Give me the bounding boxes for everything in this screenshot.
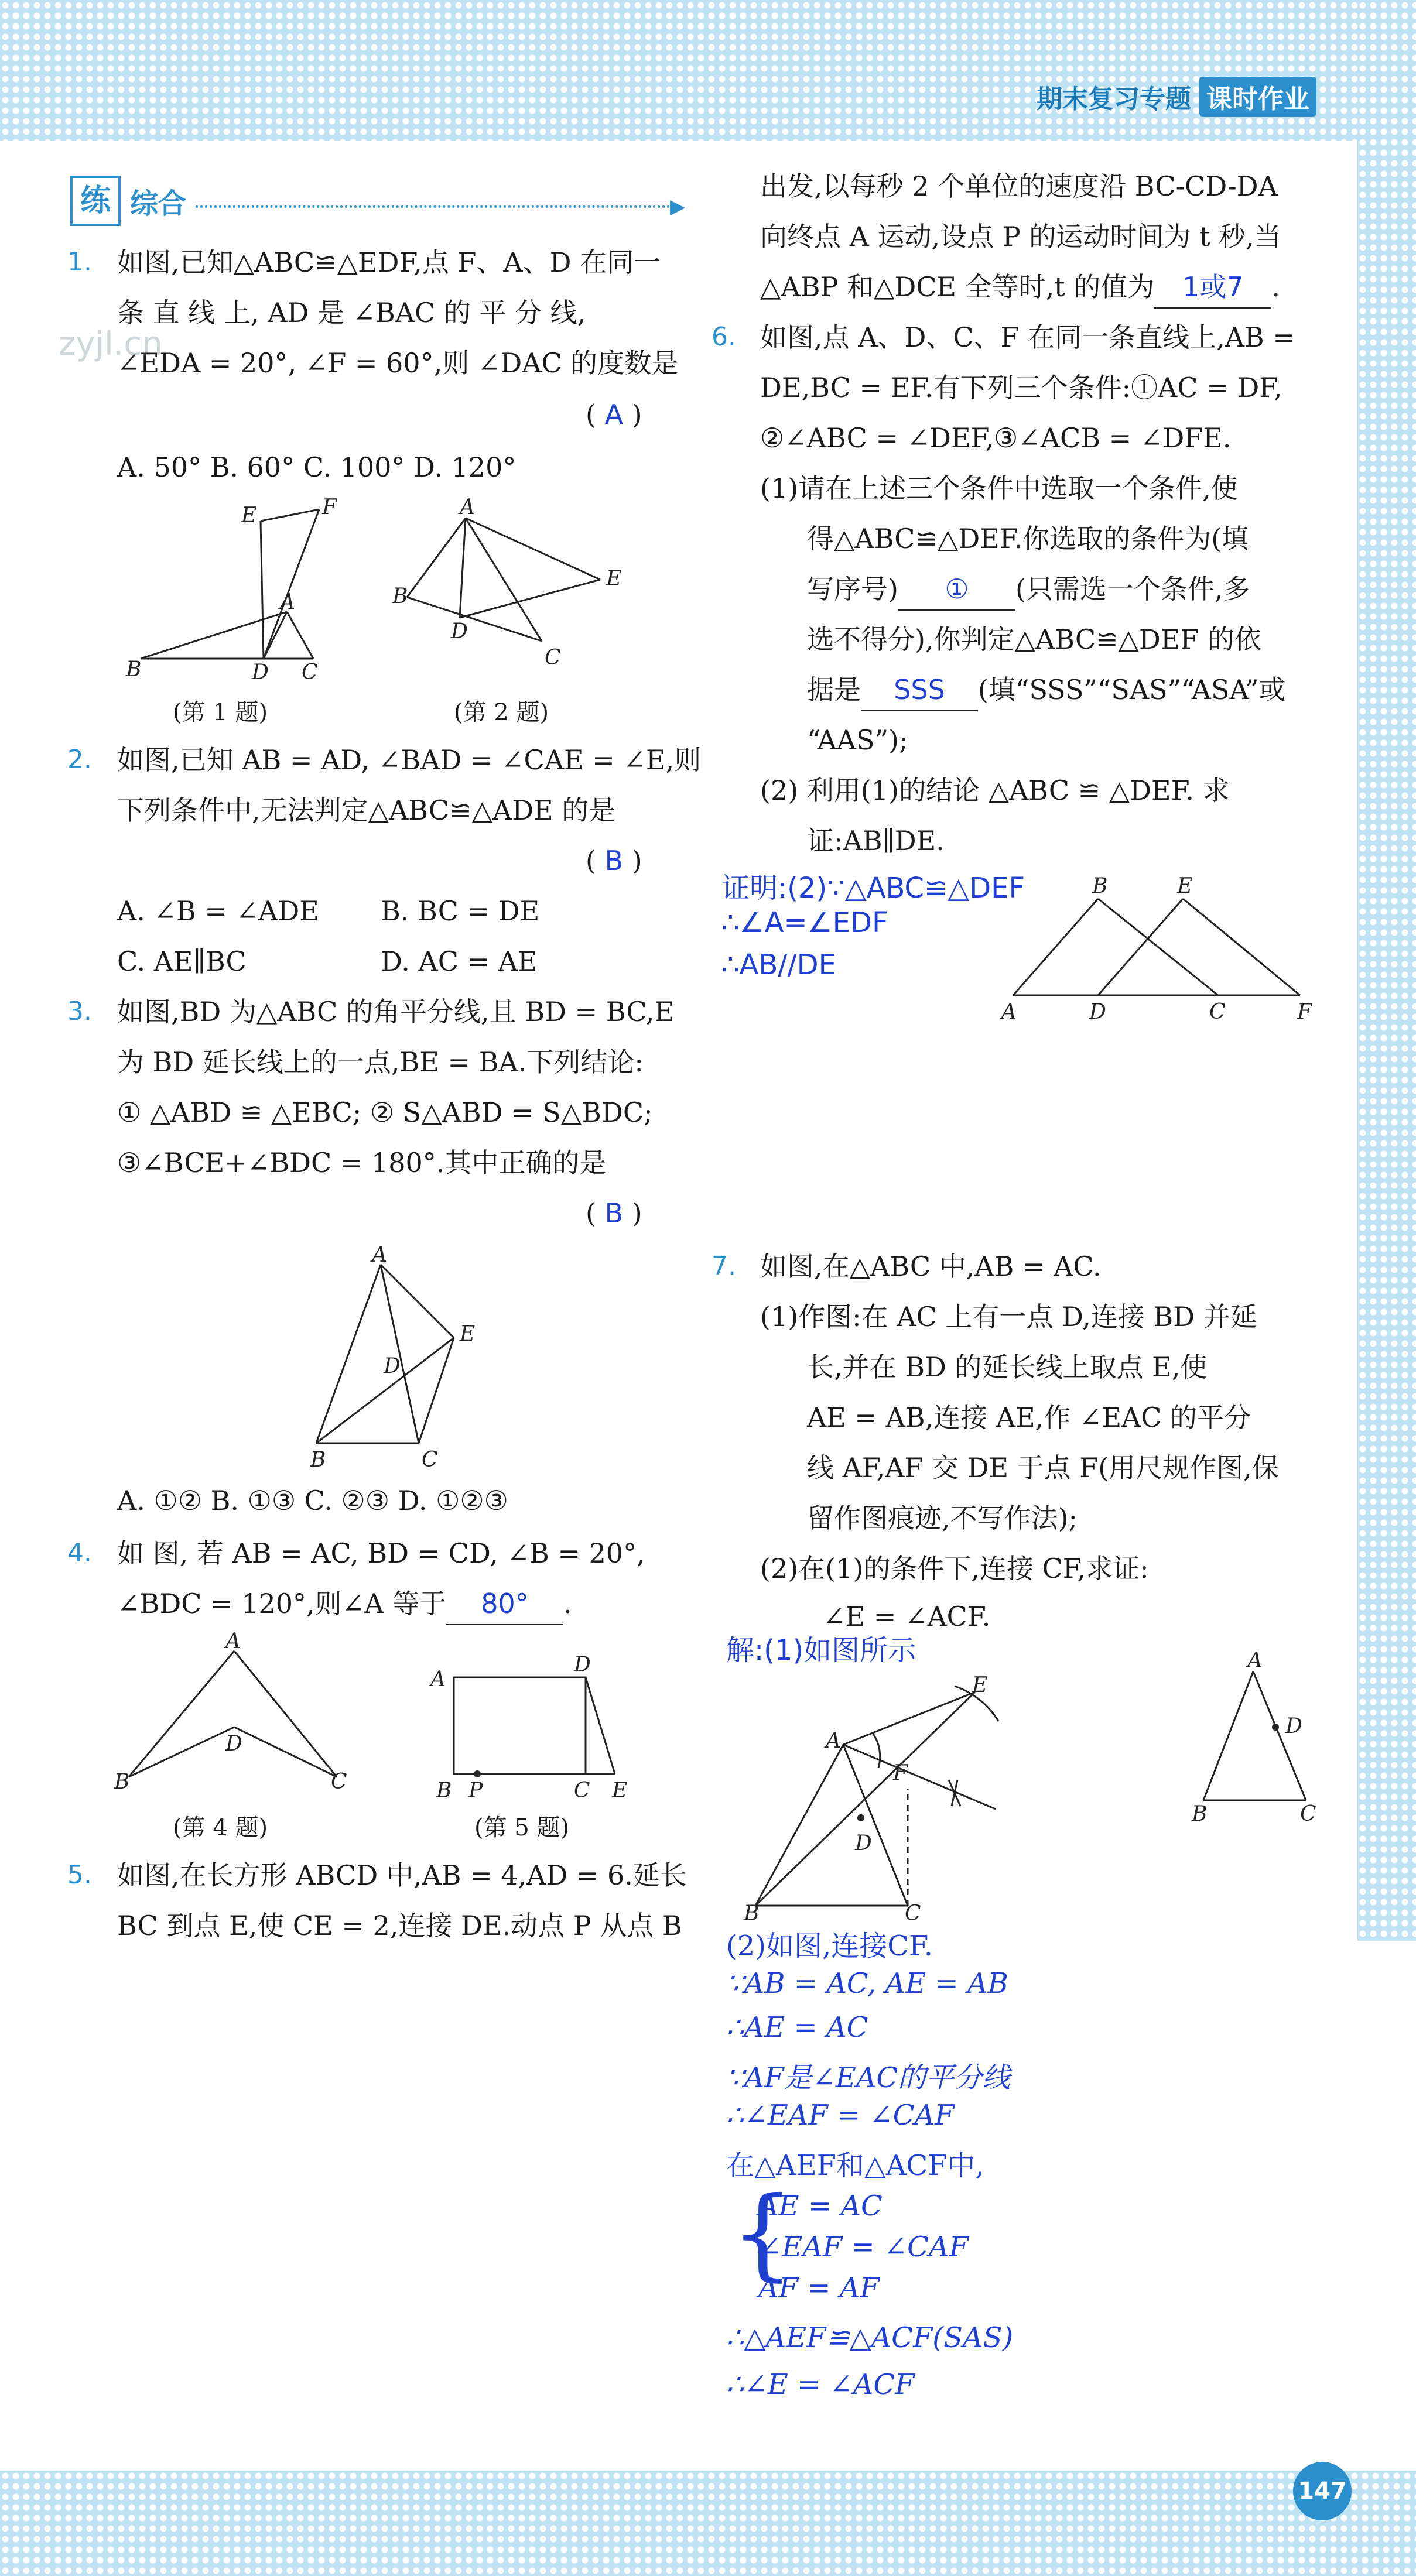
q2-line1: 如图,已知 AB = AD, ∠BAD = ∠CAE = ∠E,则: [117, 744, 702, 776]
q6-answer2: SSS: [894, 674, 945, 705]
q6-part1-line3-a: 写序号): [807, 573, 898, 605]
svg-text:A: A: [826, 1729, 841, 1753]
practice-icon: 练: [70, 176, 121, 226]
svg-text:B: B: [744, 1902, 760, 1926]
q5-line5: △ABP 和△DCE 全等时,t 的值为 1或7 .: [760, 262, 1280, 312]
figure-2: [387, 495, 632, 685]
arrow-right-icon: ▶: [670, 195, 686, 218]
svg-text:C: C: [545, 646, 561, 670]
q6-part1-line3: [807, 564, 1250, 614]
q6-part2-line1: (2) 利用(1)的结论 △ABC ≌ △DEF. 求: [760, 775, 1230, 806]
q7-part1-line2: 长,并在 BD 的延长线上取点 E,使: [807, 1351, 1208, 1383]
svg-text:A: A: [225, 1629, 241, 1653]
q2-option-d: D. AC = AE: [381, 946, 538, 977]
q6-proof-line1: 证明:(2)∵△ABC≌△DEF: [721, 872, 1025, 905]
q5-line2: BC 到点 E,使 CE = 2,连接 DE.动点 P 从点 B: [117, 1910, 682, 1941]
q1-number: 1.: [67, 247, 92, 277]
q1-line3: ∠EDA = 20°, ∠F = 60°,则 ∠DAC 的度数是: [117, 347, 679, 379]
svg-text:E: E: [460, 1322, 476, 1346]
q5-blank: [1154, 266, 1271, 309]
header-brand: 课时作业: [1199, 77, 1316, 117]
q5-line4: 向终点 A 运动,设点 P 的运动时间为 t 秒,当: [760, 221, 1281, 252]
figure-1: [117, 495, 340, 685]
svg-text:D: D: [855, 1831, 872, 1855]
fig5-caption: (第 5 题): [474, 1814, 570, 1841]
q1-answer: A: [604, 399, 624, 430]
svg-text:C: C: [331, 1770, 347, 1794]
q6-blank2: [861, 669, 978, 711]
svg-text:B: B: [310, 1448, 326, 1472]
svg-text:F: F: [893, 1761, 908, 1785]
q3-line3: ① △ABD ≌ △EBC; ② S△ABD = S△BDC;: [117, 1097, 653, 1128]
svg-text:C: C: [302, 660, 318, 684]
q6-part2-line2: 证:AB∥DE.: [807, 825, 945, 857]
svg-text:D: D: [384, 1354, 401, 1378]
svg-text:C: C: [1300, 1802, 1316, 1826]
svg-text:D: D: [574, 1653, 591, 1677]
svg-text:D: D: [1285, 1714, 1302, 1738]
svg-text:F: F: [322, 495, 337, 519]
fig1-caption: (第 1 题): [173, 699, 268, 726]
q7-system-brace: {: [731, 2176, 795, 2291]
q7-part1-line4: 线 AF,AF 交 DE 于点 F(用尺规作图,保: [807, 1452, 1279, 1484]
svg-text:A: A: [460, 495, 475, 519]
q7-line1: 如图,在△ABC 中,AB = AC.: [760, 1251, 1102, 1282]
q6-part1-line6: “AAS”);: [807, 724, 908, 756]
svg-text:B: B: [1092, 874, 1108, 898]
q6-proof-line2: ∴∠A=∠EDF: [721, 906, 888, 939]
svg-text:A: A: [372, 1243, 387, 1267]
q3-line2: 为 BD 延长线上的一点,BE = BA.下列结论:: [117, 1046, 644, 1078]
q7-solution-line5: ∵AF是∠EAC的平分线: [726, 2061, 1011, 2094]
q3-line1: 如图,BD 为△ABC 的角平分线,且 BD = BC,E: [117, 996, 675, 1027]
svg-text:P: P: [468, 1779, 483, 1803]
q7-number: 7.: [712, 1251, 736, 1281]
fig4-caption: (第 4 题): [173, 1814, 268, 1841]
svg-text:C: C: [422, 1448, 438, 1472]
svg-text:C: C: [905, 1902, 921, 1926]
q7-part1-line1: (1)作图:在 AC 上有一点 D,连接 BD 并延: [760, 1301, 1257, 1332]
page-number: 147: [1293, 2462, 1352, 2520]
figure-6: [990, 872, 1329, 1036]
q4-blank: [446, 1583, 563, 1625]
header-badge: [1037, 70, 1316, 123]
q7-solution-line1: 解:(1)如图所示: [726, 1634, 916, 1667]
q4-line2: ∠BDC = 120°,则∠A 等于 80° .: [117, 1578, 572, 1629]
section-title: 综合: [130, 187, 187, 220]
q6-part1-line4: 选不得分),你判定△ABC≌△DEF 的依: [807, 624, 1261, 655]
svg-text:E: E: [972, 1673, 988, 1697]
q5-line3: 出发,以每秒 2 个单位的速度沿 BC-CD-DA: [760, 170, 1278, 202]
q2-number: 2.: [67, 745, 92, 775]
watermark: zyjl.cn: [59, 325, 163, 363]
figure-7-construction: [738, 1673, 1019, 1926]
svg-text:E: E: [612, 1779, 628, 1803]
svg-text:E: E: [1177, 874, 1193, 898]
q7-system-line1: AE = AC: [758, 2190, 883, 2222]
svg-text:A: A: [1247, 1649, 1263, 1673]
svg-text:B: B: [114, 1770, 130, 1794]
figure-7-triangle: [1177, 1651, 1329, 1827]
section-divider: [196, 205, 670, 208]
svg-text:A: A: [1001, 1000, 1017, 1024]
svg-text:D: D: [1089, 1000, 1106, 1024]
q6-blank1: [898, 568, 1015, 611]
svg-text:B: B: [1192, 1802, 1208, 1826]
q4-number: 4.: [67, 1538, 92, 1568]
q7-part2-line1: (2)在(1)的条件下,连接 CF,求证:: [760, 1553, 1149, 1584]
q4-line2-text: ∠BDC = 120°,则∠A 等于: [117, 1588, 447, 1619]
q6-part1-line5-a: 据是: [807, 674, 861, 705]
header-section: 期末复习专题: [1037, 84, 1191, 114]
svg-text:D: D: [252, 660, 269, 684]
q6-answer1: ①: [945, 573, 969, 605]
q2-answer-slot: ( B ): [586, 845, 642, 876]
q7-solution-line3: ∵AB = AC, AE = AB: [726, 1967, 1008, 2000]
q6-line3: ②∠ABC = ∠DEF,③∠ACB = ∠DFE.: [760, 422, 1232, 454]
svg-text:E: E: [241, 503, 257, 527]
svg-text:D: D: [225, 1732, 242, 1756]
q2-answer: B: [604, 845, 624, 876]
q7-solution-line9: ∴∠E = ∠ACF: [726, 2368, 915, 2401]
q7-solution-line4: ∴AE = AC: [726, 2011, 868, 2044]
q3-options: A. ①② B. ①③ C. ②③ D. ①②③: [117, 1485, 508, 1516]
svg-text:C: C: [574, 1779, 590, 1803]
q1-answer-slot: ( A ): [586, 399, 642, 430]
right-dot-border: [1357, 0, 1416, 1941]
q7-part1-line5: 留作图痕迹,不写作法);: [807, 1502, 1078, 1534]
section-heading: [70, 176, 685, 226]
svg-text:D: D: [451, 619, 468, 643]
q5-line5-text: △ABP 和△DCE 全等时,t 的值为: [760, 271, 1155, 303]
q7-solution-line2: (2)如图,连接CF.: [726, 1930, 933, 1962]
svg-text:F: F: [1297, 1000, 1312, 1024]
q7-solution-line8: ∴△AEF≌△ACF(SAS): [726, 2321, 1014, 2354]
q6-line1: 如图,点 A、D、C、F 在同一条直线上,AB =: [760, 321, 1295, 353]
svg-text:B: B: [392, 584, 408, 608]
q7-system-line3: AF = AF: [758, 2272, 880, 2304]
q6-part1-line1: (1)请在上述三个条件中选取一个条件,使: [760, 472, 1238, 504]
q4-line1: 如 图, 若 AB = AC, BD = CD, ∠B = 20°,: [117, 1537, 645, 1569]
q6-number: 6.: [712, 322, 736, 352]
q3-answer: B: [604, 1197, 624, 1229]
q1-line2: 条 直 线 上, AD 是 ∠BAC 的 平 分 线,: [117, 297, 586, 328]
q2-option-b: B. BC = DE: [381, 895, 540, 927]
figure-5: [427, 1651, 662, 1803]
svg-text:A: A: [280, 590, 295, 614]
q2-line2: 下列条件中,无法判定△ABC≌△ADE 的是: [117, 794, 616, 826]
bottom-dot-border: [0, 2471, 1416, 2576]
q7-solution-line6: ∴∠EAF = ∠CAF: [726, 2099, 955, 2132]
q1-line1: 如图,已知△ABC≌△EDF,点 F、A、D 在同一: [117, 246, 661, 278]
q3-line4: ③∠BCE+∠BDC = 180°.其中正确的是: [117, 1147, 607, 1179]
svg-text:E: E: [606, 567, 622, 591]
q7-system-line2: ∠EAF = ∠CAF: [758, 2231, 969, 2263]
q5-number: 5.: [67, 1860, 92, 1890]
q7-part1-line3: AE = AB,连接 AE,作 ∠EAC 的平分: [807, 1402, 1251, 1433]
q4-answer: 80°: [481, 1588, 529, 1619]
svg-text:A: A: [430, 1667, 446, 1691]
q6-part1-line2: 得△ABC≌△DEF.你选取的条件为(填: [807, 523, 1249, 554]
figure-3: [299, 1243, 509, 1472]
q2-option-a: A. ∠B = ∠ADE: [117, 895, 319, 927]
q6-part1-line5-b: (填“SSS”“SAS”“ASA”或: [978, 674, 1286, 705]
q6-proof-line3: ∴AB//DE: [721, 948, 836, 981]
q6-part1-line5: [807, 664, 1285, 715]
q7-solution-line7: 在△AEF和△ACF中,: [726, 2149, 984, 2182]
q6-line2: DE,BC = EF.有下列三个条件:①AC = DF,: [760, 372, 1282, 403]
svg-text:B: B: [436, 1779, 452, 1803]
fig2-caption: (第 2 题): [454, 699, 549, 726]
q2-option-c: C. AE∥BC: [117, 946, 247, 977]
q5-line1: 如图,在长方形 ABCD 中,AB = 4,AD = 6.延长: [117, 1859, 687, 1891]
q3-number: 3.: [67, 996, 92, 1026]
q7-part2-line2: ∠E = ∠ACF.: [823, 1601, 991, 1632]
figure-4: [111, 1629, 357, 1803]
svg-text:B: B: [126, 657, 142, 681]
q3-answer-slot: ( B ): [586, 1197, 642, 1229]
q6-part1-line3-b: (只需选一个条件,多: [1015, 573, 1250, 605]
svg-text:C: C: [1209, 1000, 1226, 1024]
q1-options: A. 50° B. 60° C. 100° D. 120°: [117, 451, 517, 483]
q5-answer: 1或7: [1182, 271, 1244, 303]
